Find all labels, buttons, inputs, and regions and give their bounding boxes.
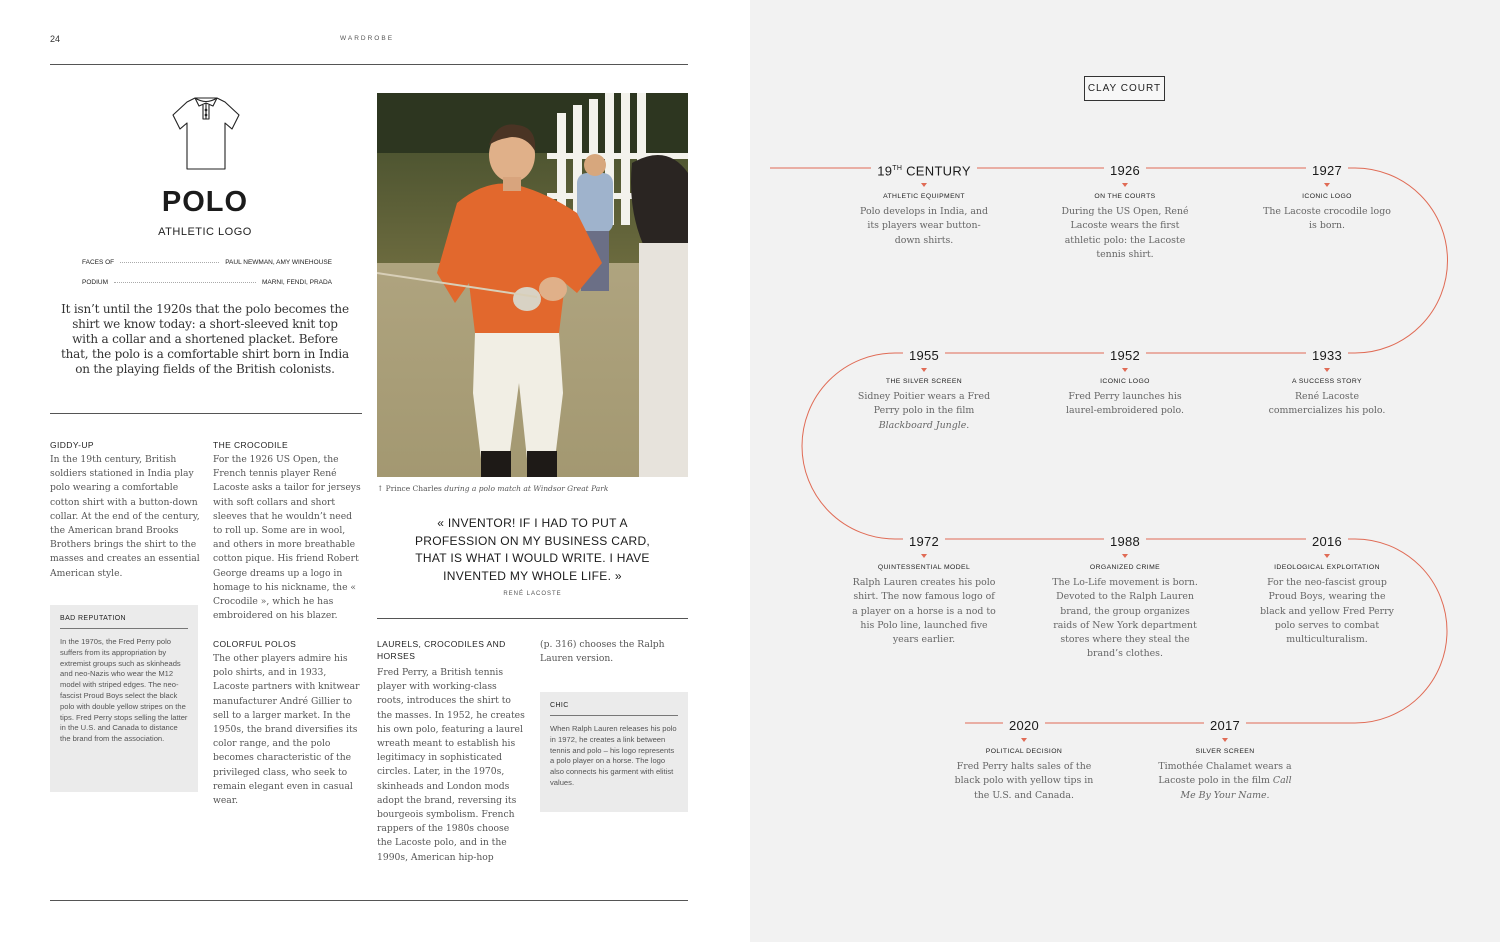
timeline-item xyxy=(1045,345,1205,419)
timeline-marker xyxy=(1324,554,1330,558)
timeline-item xyxy=(844,160,1004,248)
sidebar-heading: BAD REPUTATION xyxy=(60,615,127,622)
timeline-item xyxy=(1247,531,1407,647)
timeline-marker xyxy=(1021,738,1027,742)
sidebar-heading: CHIC xyxy=(550,702,569,709)
caption-detail: during a polo match at Windsor Great Park xyxy=(441,484,609,493)
section-text-crocodile: For the 1926 US Open, the French tennis player René Lacoste asks a tailor for jerseys with soft collars and short sleeves that he wouldn’t need to roll up. Some are in wool, and others in more breathable cotton pique. His friend Robert George dreams up a logo in homage to his nickname, the « Crocodile », which he has embroidered on his blazer. xyxy=(213,454,361,622)
timeline-label: A SUCCESS STORY xyxy=(1292,378,1362,385)
timeline-desc: The Lacoste crocodile logo is born. xyxy=(1263,206,1391,232)
timeline-label: THE SILVER SCREEN xyxy=(885,378,963,385)
timeline-label: IDEOLOGICAL EXPLOITATION xyxy=(1274,564,1380,571)
timeline-item xyxy=(844,345,1004,433)
timeline-year: 2020 xyxy=(1003,718,1045,734)
timeline-desc: Polo develops in India, and its players wear button-down shirts. xyxy=(860,206,988,246)
timeline-marker xyxy=(1122,368,1128,372)
timeline-item xyxy=(844,531,1004,647)
timeline-desc: Fred Perry halts sales of the black polo with yellow tips in the U.S. and Canada. xyxy=(954,761,1094,801)
timeline-desc: Ralph Lauren creates his polo shirt. The now famous logo of a player on a horse is a nod to his Polo line, launched five years earlier. xyxy=(852,577,996,646)
timeline-label: QUINTESSENTIAL MODEL xyxy=(877,564,971,571)
timeline-label: ORGANIZED CRIME xyxy=(1089,564,1161,571)
timeline-label: POLITICAL DECISION xyxy=(985,748,1063,755)
timeline-year: 1972 xyxy=(903,534,945,550)
timeline-label: ICONIC LOGO xyxy=(1302,193,1352,200)
intro-paragraph: It isn’t until the 1920s that the polo becomes the shirt we know today: a short-sleeved knit top with a collar and a shortened placket. Before that, the polo is a comfortable shirt born in India on the playing fields of the British colonists. xyxy=(61,302,349,376)
section-heading-colorful: COLORFUL POLOS xyxy=(213,639,297,649)
section-heading-crocodile: THE CROCODILE xyxy=(213,440,289,450)
section-text-continued: (p. 316) chooses the Ralph Lauren version. xyxy=(540,639,665,665)
sidebar-text: In the 1970s, the Fred Perry polo suffers from its appropriation by extremist groups such as skinheads and neo-Nazis who wear the M12 model with striped edges. The neo-fascist Proud Boys select the black polo with double yellow stripes on the tips. Fred Perry stops selling the latter in the U.S. and Canada to distance the brand from the association. xyxy=(60,637,188,744)
timeline-desc: René Lacoste commercializes his polo. xyxy=(1268,391,1386,417)
timeline-year: 2016 xyxy=(1306,534,1348,550)
section-text-laurels: Fred Perry, a British tennis player with working-class roots, introduces the shirt to the masses. In 1952, he creates his own polo, featuring a laurel wreath meant to establish his legitimacy in sophisticated circles. Later, in the 1970s, skinheads and London mods adopt the brand, reversing its bourgeois symbolism. French rappers of the 1980s choose the Lacoste polo, and in the 1990s, American hip-hop xyxy=(377,667,525,863)
timeline-year: 1927 xyxy=(1306,163,1348,179)
section-heading-laurels: LAURELS, CROCODILES AND HORSES xyxy=(377,639,506,661)
timeline-marker xyxy=(921,183,927,187)
section-text-giddy-up: In the 19th century, British soldiers stationed in India play polo wearing a comfortable cotton shirt with a button-down collar. At the end of the century, the American brand Brooks Brothers brings the shirt to the masses and creates an essential American style. xyxy=(50,454,200,579)
running-head: WARDROBE xyxy=(340,35,395,42)
section-heading-giddy-up: GIDDY-UP xyxy=(50,440,94,450)
timeline-marker xyxy=(1324,368,1330,372)
timeline-label: ATHLETIC EQUIPMENT xyxy=(883,193,965,200)
timeline-marker xyxy=(1122,554,1128,558)
section-text-colorful: The other players admire his polo shirts, and in 1933, Lacoste partners with knitwear manufacturer André Gillier to sell to a larger market. In the 1950s, the brand diversifies its color range, and the polo becomes characteristic of the privileged class, who seek to remain elegant even in casual wear. xyxy=(213,653,360,807)
timeline-desc: During the US Open, René Lacoste wears the first athletic polo: the Lacoste tennis shirt. xyxy=(1061,206,1189,260)
timeline-desc: The Lo-Life movement is born. Devoted to the Ralph Lauren brand, the group organizes raids of New York department stores where they steal the brand’s clothes. xyxy=(1052,577,1198,660)
timeline-item xyxy=(1045,160,1205,262)
timeline-marker xyxy=(1222,738,1228,742)
sidebar-text: When Ralph Lauren releases his polo in 1972, he creates a link between tennis and polo – his logo represents a polo player on a horse. The logo also connects his garment with elitist values. xyxy=(550,724,677,787)
page-number: 24 xyxy=(50,34,61,44)
timeline-marker xyxy=(1122,183,1128,187)
timeline-marker xyxy=(921,554,927,558)
timeline-year: 2017 xyxy=(1204,718,1246,734)
quote-author: RENÉ LACOSTE xyxy=(503,591,562,597)
meta-label: PODIUM xyxy=(82,278,108,286)
timeline-label: ON THE COURTS xyxy=(1094,193,1156,200)
timeline-year: 19TH CENTURY xyxy=(871,161,977,179)
timeline-desc: Fred Perry launches his laurel-embroidered polo. xyxy=(1065,391,1185,417)
timeline-marker xyxy=(1324,183,1330,187)
timeline-item xyxy=(1145,715,1305,803)
timeline-year: 1933 xyxy=(1306,348,1348,364)
timeline-marker xyxy=(921,368,927,372)
timeline-desc: For the neo-fascist group Proud Boys, wearing the black and yellow Fred Perry polo serves to combat multiculturalism. xyxy=(1260,577,1394,646)
timeline-item xyxy=(1247,160,1407,234)
timeline-desc: Sidney Poitier wears a Fred Perry polo in the film Blackboard Jungle. xyxy=(857,391,991,431)
timeline-year: 1988 xyxy=(1104,534,1146,550)
timeline-item xyxy=(944,715,1104,803)
meta-value: MARNI, FENDI, PRADA xyxy=(261,278,332,286)
timeline-year: 1926 xyxy=(1104,163,1146,179)
pull-quote: « INVENTOR! IF I HAD TO PUT A PROFESSION ON MY BUSINESS CARD, THAT IS WHAT I WOULD WRITE. I HAVE INVENTED MY WHOLE LIFE. » xyxy=(414,516,651,583)
timeline-year: 1955 xyxy=(903,348,945,364)
caption-subject: ↑ Prince Charles xyxy=(377,484,442,493)
timeline-desc: Timothée Chalamet wears a Lacoste polo in the film Call Me By Your Name. xyxy=(1158,761,1292,801)
page-title: POLO xyxy=(161,186,249,218)
page-subtitle: ATHLETIC LOGO xyxy=(158,226,252,238)
section-tag: CLAY COURT xyxy=(1084,76,1165,101)
meta-label: FACES OF xyxy=(82,258,115,266)
timeline-item xyxy=(1045,531,1205,662)
timeline-label: ICONIC LOGO xyxy=(1100,378,1150,385)
timeline-label: SILVER SCREEN xyxy=(1195,748,1255,755)
timeline-item xyxy=(1247,345,1407,419)
meta-value: PAUL NEWMAN, AMY WINEHOUSE xyxy=(225,258,332,266)
timeline-year: 1952 xyxy=(1104,348,1146,364)
